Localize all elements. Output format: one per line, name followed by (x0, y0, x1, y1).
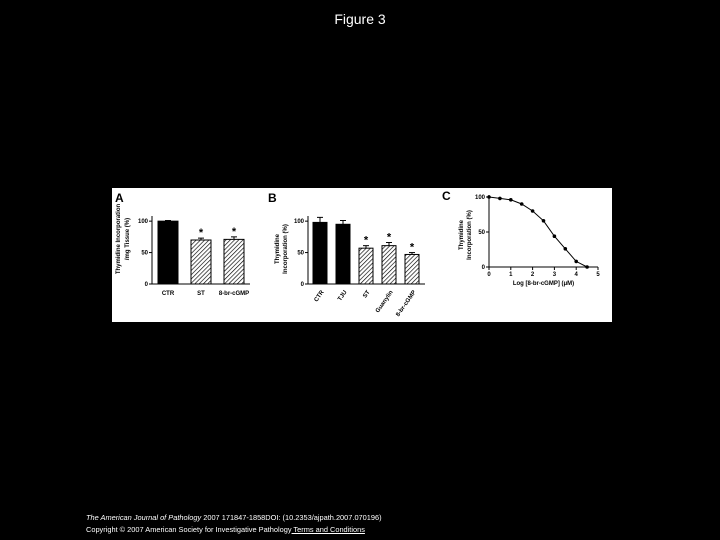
panel-b-significance-star: * (409, 241, 415, 254)
panel-a-bar (158, 221, 178, 284)
panel-b-y-tick-label: 100 (293, 219, 304, 226)
panel-a-category-label: 8-br-cGMP (218, 291, 250, 297)
panel-c-data-point (564, 247, 568, 251)
panel-a-y-axis-label: Thymidine Incorporation (116, 203, 122, 275)
panel-b-bar (359, 248, 373, 284)
panel-b-category-label: CTR (313, 289, 326, 304)
panel-b-significance-star: * (363, 234, 369, 247)
panel-a-category-label: CTR (161, 291, 175, 297)
copyright-text: Copyright © 2007 American Society for Investigative Pathology (86, 525, 292, 534)
panel-a-significance-star: * (198, 227, 204, 240)
panel-c-x-tick-label: 1 (509, 272, 513, 278)
panel-b-category-label: Guanylin (374, 289, 395, 315)
panel-c-y-axis-label: Incorporation (%) (467, 210, 473, 260)
footer (86, 512, 382, 536)
panel-c-data-point (542, 219, 546, 223)
panel-a-significance-star: * (231, 225, 237, 238)
panel-a-category-label: ST (197, 291, 205, 297)
terms-and-conditions-link[interactable]: Terms and Conditions (291, 525, 365, 534)
panel-b-category-label: 8-br-cGMP (395, 289, 418, 319)
figure-image (112, 188, 612, 322)
panel-c-y-axis-label: Thymidine (459, 219, 465, 251)
copyright-line (86, 524, 382, 536)
panel-a-y-tick-label: 100 (137, 219, 148, 226)
panel-b-bar (382, 246, 396, 284)
panel-c-data-point (585, 265, 589, 269)
panel-c-data-point (498, 197, 502, 201)
panel-b-y-axis-label: Thymidine (275, 233, 281, 265)
panel-a-bar (191, 240, 211, 284)
panel-c-x-tick-label: 4 (574, 272, 578, 278)
panel-b-bar (336, 224, 350, 284)
panel-c-data-point (520, 202, 524, 206)
panel-c-x-tick-label: 5 (596, 272, 600, 278)
panel-b-category-label: ST (362, 289, 372, 300)
panel-c-y-tick-label: 50 (478, 230, 485, 236)
panel-a-bar (224, 239, 244, 284)
panel-c-curve (489, 197, 587, 267)
panel-c-x-tick-label: 0 (487, 272, 491, 278)
slide-title: Figure 3 (334, 11, 386, 27)
panel-b-bar (405, 254, 419, 284)
journal-name: The American Journal of Pathology (86, 513, 202, 522)
figure-chart-svg (112, 188, 612, 322)
panel-b-y-axis-label: Incorporation (%) (283, 224, 289, 274)
panel-c-x-tick-label: 2 (530, 272, 535, 278)
panel-a-y-tick-label: 0 (144, 282, 148, 288)
panel-c-y-tick-label: 0 (481, 265, 485, 271)
panel-c-data-point (509, 198, 513, 202)
panel-a-y-tick-label: 50 (141, 250, 148, 257)
panel-b-bar (313, 222, 327, 284)
panel-b-significance-star: * (386, 231, 392, 244)
panel-c-letter: C (442, 189, 451, 203)
panel-c-x-tick-label: 3 (552, 272, 557, 278)
panel-b-letter: B (268, 191, 277, 205)
panel-c-data-point (487, 195, 491, 199)
panel-a-y-axis-label: /mg Tissue (%) (125, 217, 131, 261)
panel-c-y-tick-label: 100 (474, 195, 485, 201)
panel-c-data-point (531, 209, 535, 213)
panel-b-category-label: TJU (337, 289, 349, 303)
panel-c-data-point (574, 260, 578, 264)
citation-line (86, 512, 382, 524)
panel-b-y-tick-label: 50 (297, 250, 304, 257)
panel-c-x-axis-label: Log [8-br-cGMP] (μM) (512, 281, 575, 287)
citation-text: 2007 171847-1858DOI: (10.2353/ajpath.2007.070196) (201, 513, 382, 522)
panel-c-data-point (553, 234, 557, 238)
panel-a-letter: A (115, 191, 124, 205)
panel-b-y-tick-label: 0 (300, 282, 304, 288)
